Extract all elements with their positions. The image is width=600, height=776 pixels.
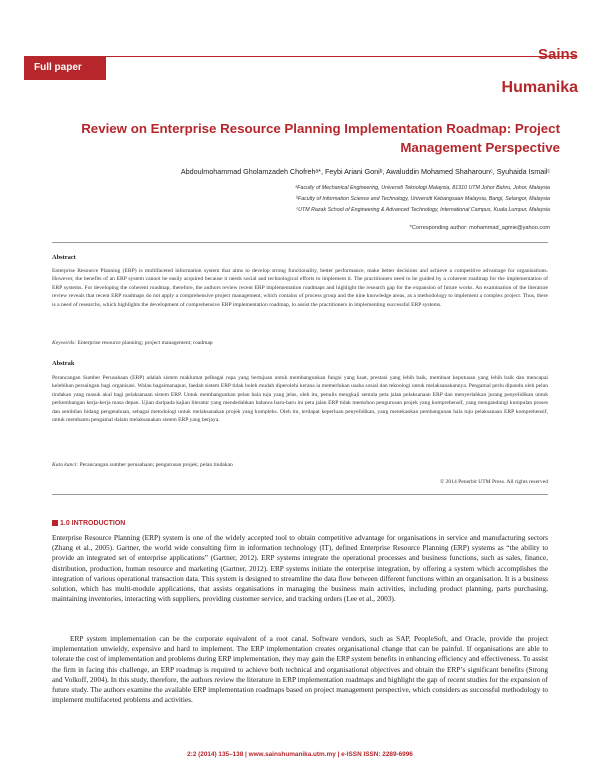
journal-name-line1: Sains <box>537 46 578 63</box>
introduction-heading-text: 1.0 INTRODUCTION <box>60 520 126 527</box>
abstrak-text: Perancangan Sumber Perusahaan (ERP) adalah sistem maklumat pelbagai rupa yang bertujuan untuk membangunkan fungsi yang kuat, prestasi yang lebih baik, membuat keputusan yang lebih baik dan mencapai kelebihan persaingan bagi organisasi. Walau bagaimanapun, faedah sistem ERP tidak boleh mudah diperolehi kerana ia memerlukan usaha sosial dan teknologi untuk melaksanakannya. Pengamal perlu dipandu oleh pelan tindakan yang masuk akal bagi pelaksanaan sistem ERP. Untuk membangunkan pelan hala tuju yang jelas, oleh itu, penulis mengkaji semula peta jalan pelaksanaan ERP dan menyerlahkan jurang penyelidikan untuk perkembangan kerja-kerja masa depan. Ujian daripada kajian literatur yang mendedahkan bahawa baru-baru ini peta jalan ERP tidak memohon pengurusan projek yang komprehensif, yang mengandungi kumpulan proses dan sembilan bidang pengetahuan, sebagai metodologi untuk melaksanakan projek yang kompleks. Oleh itu, terdapat keperluan penyelidikan, yang menekankan pembangunan hala tuju pelaksanaan ERP komprehensif, untuk membantu pengamal dalam melaksanakan sistem ERP yang berjaya. <box>52 375 548 424</box>
keywords-label: Keywords: <box>52 340 77 346</box>
kata-kunci-value: Perancangan sumber perusahaan; pengurusan projek; pelan tindakan <box>79 462 233 468</box>
intro-paragraph-2: ERP system implementation can be the corporate equivalent of a root canal. Software vendors, such as SAP, PeopleSoft, and Oracle, provide the project implementation unwieldy, expensive and hard to implement. The ERP implementation creates organisational change that can be painful. If organisations are able to tolerate the cost of implementation and problems during ERP implementation, they may gain the ERP system benefits in enhancing efficiency and effectiveness. To assist the firm in facing this challenge, an ERP roadmap is required to achieve both technical and organisational objectives and obtain the ERP’s significant benefits (Strong and Volkoff, 2004). In this study, therefore, the authors review the literature in ERP implementation roadmaps and highlight the gap of recent studies for the expansion of future study. The authors examine the available ERP implementation roadmaps based on project management perspective, which considers as successful methodology to implement multifaceted problems and activities. <box>52 634 548 705</box>
keywords-value: Enterprise resource planning; project management; roadmap <box>77 340 213 346</box>
author-list: Abdoulmohammad Gholamzadeh Chofrehᵃ*, Feybi Ariani Goniᵇ, Awaluddin Mohamed Shaharounᶜ, Syuhaida Ismailᶜ <box>180 167 550 176</box>
introduction-heading <box>52 520 125 527</box>
abstract-heading: Abstract <box>52 254 76 261</box>
divider-top <box>52 242 548 243</box>
full-paper-badge: Full paper <box>24 56 106 80</box>
corresponding-author: *Corresponding author: mohammad_agmie@yahoo.com <box>409 225 550 231</box>
abstrak-keywords <box>52 462 548 468</box>
abstract-keywords <box>52 340 548 346</box>
affiliation-c: ᶜUTM Razak School of Engineering & Advanced Technology, International Campus, Kuala Lumpur, Malaysia <box>296 207 550 213</box>
affiliation-b: ᵇFaculty of Information Science and Technology, Universiti Kebangsaan Malaysia, Bangi, Selangor, Malaysia <box>296 196 550 202</box>
header-rule <box>106 56 576 57</box>
affiliation-a: ᵃFaculty of Mechanical Engineering, Universiti Teknologi Malaysia, 81310 UTM Johor Bahru, Johor, Malaysia <box>295 185 550 191</box>
abstract-text: Enterprise Resource Planning (ERP) is multifaceted information system that aims to develop strong functionality, better performance, make better decisions and achieve a competitive advantage for organisations. However, the benefits of an ERP system cannot be easily acquired because it needs social and technological efforts to implement it. The practitioners need to be guided by a coherent roadmap for the implementation of ERP systems. For developing the coherent roadmap, therefore, the authors review recent ERP implementation roadmaps and highlight the research gap for the expansion of future works. An examination of the literature review reveals that recent ERP roadmaps do not apply a comprehensive project management, which contains of process group and the nine knowledge areas, as a methodology to implement a complex project. Thus, there is a need of researchs, which highlights the development of comprehensive ERP implementation roadmap, to assist the practitioners in implementing successful ERP systems. <box>52 268 548 308</box>
journal-name-line2: Humanika <box>501 79 578 96</box>
intro-paragraph-1: Enterprise Resource Planning (ERP) system is one of the widely accepted tool to obtain competitive advantage for organisations in service and manufacturing sectors (Zhang et al., 2005). Gartner, the world wide consulting firm in information technology (IT), defined Enterprise Resource Planning (ERP) systems as “the ability to provide an integrated set of enterprise applications” (Gartner, 2012). ERP systems integrate the operational processes and business functions, such as sales, finance, distribution, production, human resource and marketing (Gartner, 2012). ERP systems initiate the enterprise integration, by offering a system which accomplishes the integration of various operational transaction data. This system is designed to streamline the data flow between different functions within an organisation. It is a business solution, which has multi-module applications, that assists organisations in managing the business main activities, including product planning, parts purchasing, maintaining inventories, interacting with suppliers, providing customer service, and tracking orders (Lee et al., 2003). <box>52 533 548 604</box>
page-footer: 2:2 (2014) 135–138 | www.sainshumanika.utm.my | e-ISSN ISSN: 2289-6996 <box>187 751 413 758</box>
paper-title: Review on Enterprise Resource Planning Implementation Roadmap: Project Management Perspective <box>81 121 560 155</box>
abstrak-heading: Abstrak <box>52 360 75 367</box>
divider-bottom <box>52 494 548 495</box>
copyright-notice: © 2014 Penerbit UTM Press. All rights reserved <box>439 479 548 485</box>
section-marker-icon <box>52 520 58 526</box>
kata-kunci-label: Kata kunci: <box>52 462 79 468</box>
